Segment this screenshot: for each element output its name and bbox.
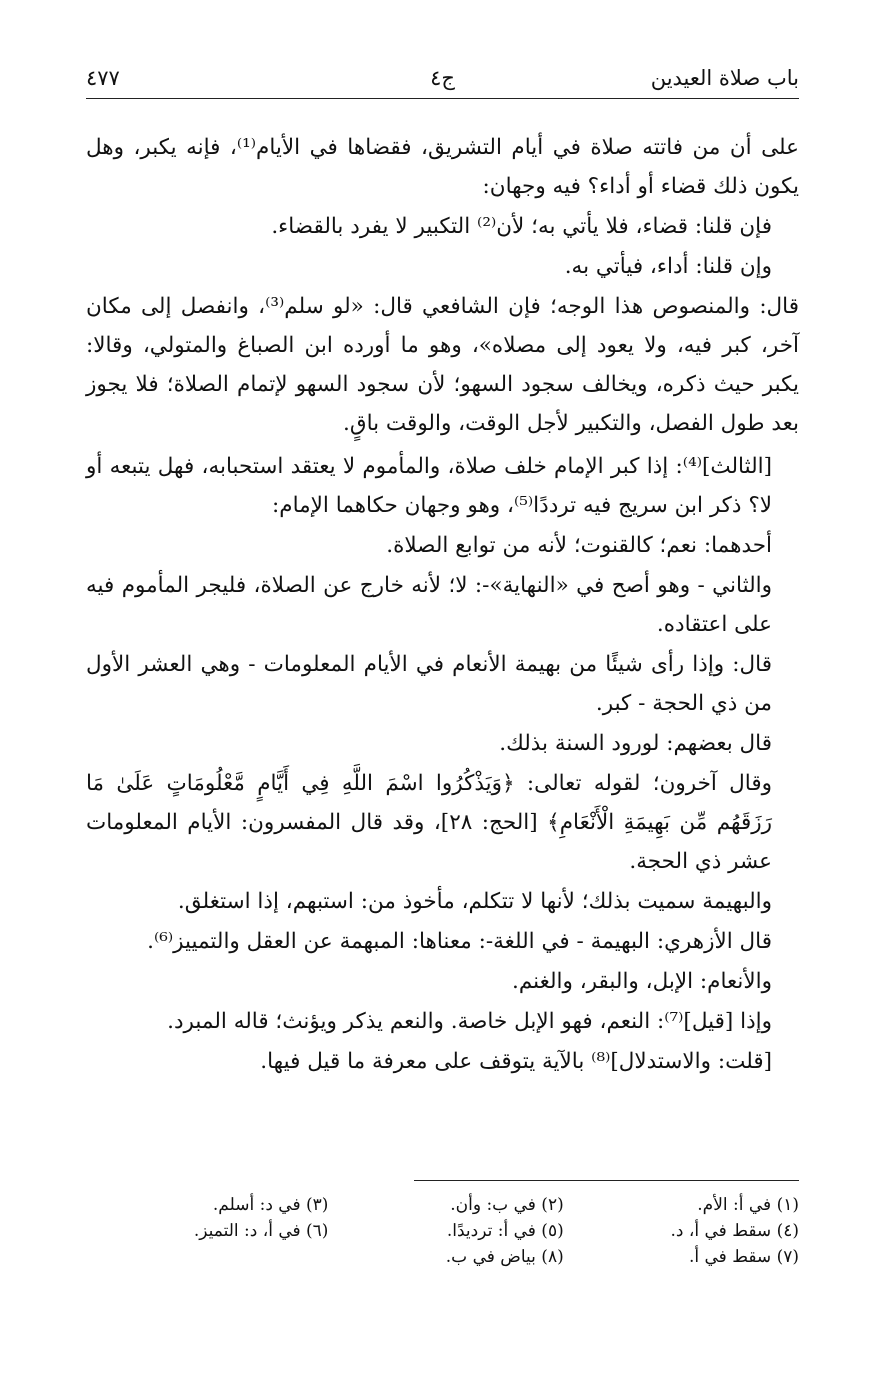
- chapter-title: باب صلاة العيدين: [650, 66, 799, 90]
- footnote-row: [86, 1192, 799, 1218]
- volume-label: ج٤: [430, 66, 455, 90]
- footnote: (١) في أ: الأم.: [697, 1195, 799, 1215]
- paragraph: قال: وإذا رأى شيئًا من بهيمة الأنعام في الأيام المعلومات - وهي العشر الأول من ذي الحجة - كبر.: [86, 652, 772, 716]
- paragraph: والثاني - وهو أصح في «النهاية»-: لا؛ لأنه خارج عن الصلاة، فليجر المأموم فيه على اعتقاده.: [86, 573, 772, 637]
- paragraph: وإن قلنا: أداء، فيأتي به.: [564, 254, 772, 279]
- page-number: ٤٧٧: [86, 66, 120, 90]
- paragraph: أحدهما: نعم؛ كالقنوت؛ لأنه من توابع الصلاة.: [386, 533, 772, 558]
- footnote-divider: [414, 1180, 799, 1181]
- footnote: (٦) في أ، د: التميز.: [193, 1221, 329, 1241]
- paragraph: [الثالث]⁽⁴⁾: إذا كبر الإمام خلف صلاة، والمأموم لا يعتقد استحبابه، فهل يتبعه أو لا؟ ذكر ابن سريج فيه ترددًا⁽⁵⁾، وهو وجهان حكاهما الإمام:: [86, 454, 772, 518]
- footnote-row: [86, 1218, 799, 1244]
- footnote: (٢) في ب: وأن.: [450, 1195, 564, 1215]
- paragraph: وقال آخرون؛ لقوله تعالى: ﴿وَيَذْكُرُوا اسْمَ اللَّهِ فِي أَيَّامٍ مَّعْلُومَاتٍ عَلَىٰ مَا رَزَقَهُم مِّن بَهِيمَةِ الْأَنْعَامِ﴾ [الحج: ٢٨]، وقد قال المفسرون: الأيام المعلومات عشر ذي الحجة.: [86, 771, 773, 874]
- footnotes: [86, 1192, 799, 1270]
- main-text: [86, 128, 799, 1082]
- paragraph: وإذا [قيل]⁽⁷⁾: النعم، فهو الإبل خاصة. والنعم يذكر ويؤنث؛ قاله المبرد.: [167, 1009, 772, 1034]
- paragraph: فإن قلنا: قضاء، فلا يأتي به؛ لأن⁽²⁾ التكبير لا يفرد بالقضاء.: [271, 214, 772, 239]
- footnote: [93, 1244, 328, 1270]
- footnote: (٣) في د: أسلم.: [212, 1195, 329, 1215]
- footnote: (٨) بياض في ب.: [445, 1247, 564, 1267]
- footnote: (٥) في أ: ترديدًا.: [446, 1221, 564, 1241]
- paragraph: والبهيمة سميت بذلك؛ لأنها لا تتكلم، مأخوذ من: استبهم، إذا استغلق.: [177, 889, 772, 914]
- footnote-row: [86, 1244, 799, 1270]
- paragraph: قال بعضهم: لورود السنة بذلك.: [499, 731, 772, 756]
- paragraph: والأنعام: الإبل، والبقر، والغنم.: [511, 969, 772, 994]
- running-header: [86, 62, 799, 99]
- footnote: (٤) سقط في أ، د.: [670, 1221, 799, 1241]
- paragraph: [قلت: والاستدلال]⁽⁸⁾ بالآية يتوقف على معرفة ما قيل فيها.: [260, 1049, 772, 1074]
- footnote: (٧) سقط في أ.: [688, 1247, 799, 1267]
- paragraph: قال: والمنصوص هذا الوجه؛ فإن الشافعي قال: «لو سلم⁽³⁾، وانفصل إلى مكان آخر، كبر فيه، ولا يعود إلى مصلاه»، وهو ما أورده ابن الصباغ والمتولي، وقالا: يكبر حيث ذكره، ويخالف سجود السهو؛ لأن سجود السهو لإتمام الصلاة؛ فلا يجوز بعد طول الفصل، والتكبير لأجل الوقت، والوقت باقٍ.: [86, 294, 800, 436]
- paragraph: قال الأزهري: البهيمة - في اللغة-: معناها: المبهمة عن العقل والتمييز⁽⁶⁾.: [147, 929, 772, 954]
- paragraph: على أن من فاتته صلاة في أيام التشريق، فقضاها في الأيام⁽¹⁾، فإنه يكبر، وهل يكون ذلك قضاء أو أداء؟ فيه وجهان:: [86, 135, 799, 199]
